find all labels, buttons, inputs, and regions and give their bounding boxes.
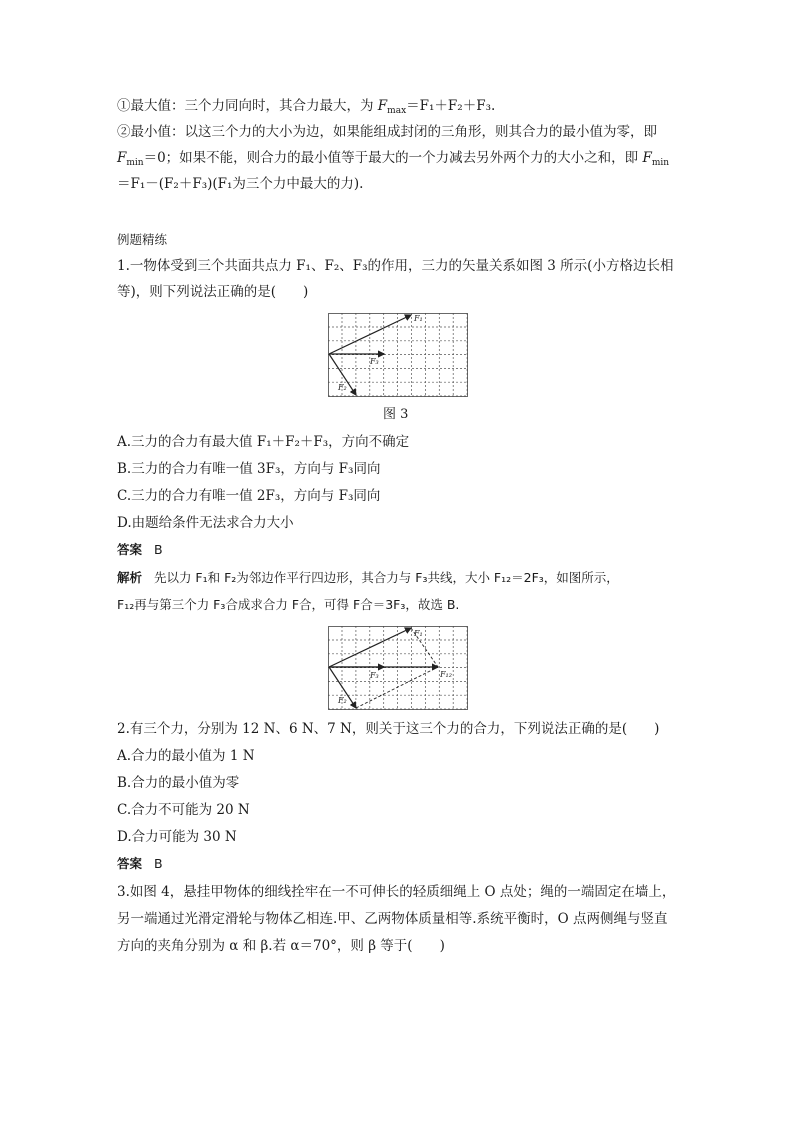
q1-answer: 答案 B — [117, 542, 163, 557]
section-title: 例题精练 — [117, 232, 168, 247]
f3-label: F₃ — [370, 357, 379, 366]
q1-analysis-1: 解析 先以力 F₁和 F₂为邻边作平行四边形，其合力与 F₃共线，大小 F₁₂＝2F₃，如图所示， — [117, 570, 619, 585]
f-max-symbol: F — [377, 98, 388, 114]
q2-option-c: C.合力不可能为 20 N — [117, 802, 250, 818]
f1-vector — [329, 315, 411, 354]
q1-stem-2: 等)，则下列说法正确的是( ) — [117, 284, 309, 300]
q3-stem-1: 3.如图 4，悬挂甲物体的细线拴牢在一不可伸长的轻质细绳上 O 点处；绳的一端固定在墙上， — [117, 884, 676, 900]
q2-option-b: B.合力的最小值为零 — [117, 775, 240, 791]
q1-analysis-2: F₁₂再与第三个力 F₃合成求合力 F合，可得 F合＝3F₃，故选 B. — [117, 597, 460, 612]
figure-3-caption: 图 3 — [383, 407, 409, 422]
min-value-line-1: ②最小值：以这三个力的大小为边，如果能组成封闭的三角形，则其合力的最小值为零，即 — [117, 124, 657, 140]
q1-option-c: C.三力的合力有唯一值 2F₃，方向与 F₃同向 — [117, 488, 381, 504]
analysis-parallelogram-figure — [328, 626, 468, 710]
f2-label: F₂ — [338, 383, 347, 392]
q1-stem-1: 1.一物体受到三个共面共点力 F₁、F₂、F₃的作用，三力的矢量关系如图 3 所示(小方格边长相 — [117, 258, 674, 274]
max-value-line: ①最大值：三个力同向时，其合力最大，为 $F_{max}=F_1+F_2+F_3$. — [117, 98, 496, 116]
f1-label-2: F₁ — [414, 629, 423, 638]
q3-stem-3: 方向的夹角分别为 α 和 β.若 α＝70°，则 β 等于( ) — [117, 938, 445, 954]
q2-stem: 2.有三个力，分别为 12 N、6 N、7 N，则关于这三个力的合力，下列说法正确的是( ) — [117, 721, 660, 737]
q1-option-b: B.三力的合力有唯一值 3F₃，方向与 F₃同向 — [117, 461, 381, 477]
f-min-symbol-2: F — [642, 150, 652, 166]
f2-label-2: F₂ — [338, 696, 347, 705]
f3-label-2: F₃ — [370, 671, 379, 680]
min-value-line-3: ＝F₁－(F₂＋F₃)(F₁为三个力中最大的力). — [117, 176, 364, 192]
q1-option-d: D.由题给条件无法求合力大小 — [117, 515, 294, 531]
f12-label: F₁₂ — [440, 670, 452, 679]
q2-answer: 答案 B — [117, 856, 163, 871]
q2-option-d: D.合力可能为 30 N — [117, 829, 237, 845]
q2-option-a: A.合力的最小值为 1 N — [117, 748, 255, 764]
figure-3-vector-grid — [328, 313, 468, 397]
q1-option-a: A.三力的合力有最大值 F₁＋F₂＋F₃，方向不确定 — [117, 434, 410, 450]
q3-stem-2: 另一端通过光滑定滑轮与物体乙相连.甲、乙两物体质量相等.系统平衡时，O 点两侧绳与竖直 — [117, 911, 668, 927]
f1-label: F₁ — [414, 314, 423, 323]
f-min-symbol: F — [117, 150, 127, 166]
min-value-line-2: $F_{min}=0$；如果不能，则合力的最小值等于最大的一个力减去另外两个力的大小之和，即 $F_{min}$ — [117, 150, 670, 168]
